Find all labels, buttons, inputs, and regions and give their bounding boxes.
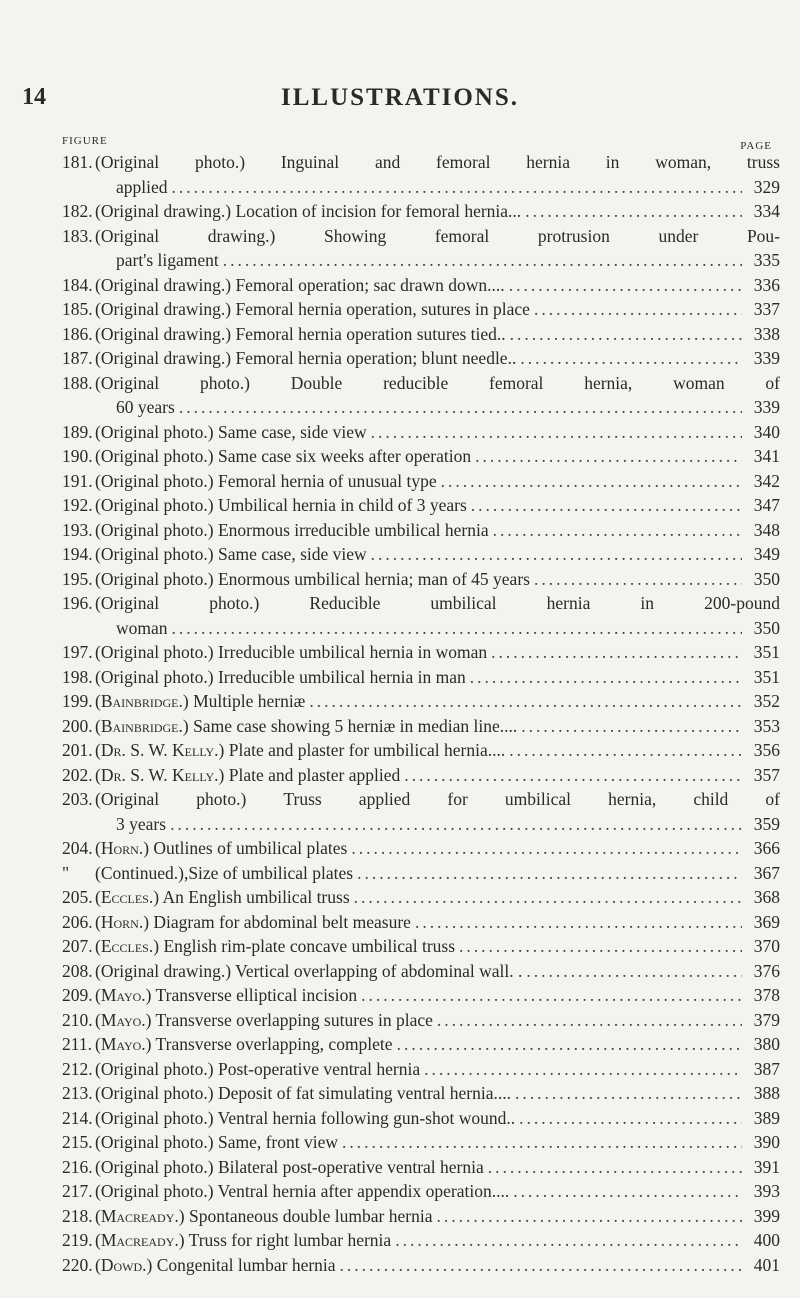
figure-number: 198.: [62, 666, 93, 687]
dot-leader: [519, 1106, 742, 1131]
list-item: [62, 1057, 780, 1082]
list-item: [62, 640, 780, 665]
page-reference: 370: [753, 936, 780, 956]
figure-caption: (Original photo.) Femoral hernia of unusual type: [95, 470, 437, 491]
page-reference: 340: [753, 421, 780, 442]
dot-leader: [493, 518, 742, 543]
figure-caption: (Eccles.) An English umbilical truss: [95, 887, 350, 907]
figure-caption: (Original drawing.) Vertical overlapping of abdominal wall. .: [95, 960, 523, 981]
figure-caption: 3 years: [116, 813, 167, 834]
figure-number: 212.: [62, 1058, 93, 1079]
dot-leader: [395, 1228, 742, 1253]
page-reference: 378: [753, 985, 780, 1005]
dot-leader: [509, 738, 742, 763]
figure-number: 184.: [62, 274, 93, 295]
page-reference: 366: [753, 838, 780, 858]
page-column-label: PAGE: [740, 140, 772, 152]
figure-caption: (Original drawing.) Femoral operation; sac drawn down....: [95, 274, 505, 295]
page-reference: 348: [753, 519, 780, 540]
dot-leader: [223, 248, 742, 273]
dot-leader: [459, 934, 742, 959]
list-item: [62, 1081, 780, 1106]
figure-caption: (Mayo.) Transverse overlapping, complete: [95, 1034, 393, 1054]
figure-number: 218.: [62, 1205, 93, 1226]
page-reference: 379: [753, 1009, 780, 1030]
page-reference: 390: [753, 1132, 780, 1152]
page-reference: 334: [753, 201, 780, 221]
figure-caption: (Original drawing.) Femoral hernia operation, sutures in place: [95, 299, 530, 319]
dot-leader: [526, 959, 742, 984]
list-item: [62, 1155, 780, 1180]
dot-leader: [371, 420, 742, 445]
page-reference: 350: [753, 568, 780, 589]
list-item: [62, 469, 780, 494]
dot-leader: [179, 395, 742, 420]
page-reference: 335: [753, 250, 780, 270]
figure-caption: (Original photo.) Same, front view: [95, 1132, 339, 1152]
page-reference: 339: [753, 348, 780, 368]
figure-number: 206.: [62, 911, 93, 932]
list-item: [62, 714, 780, 739]
page-reference: 349: [753, 544, 780, 564]
figure-caption: (Macready.) Spontaneous double lumbar hernia: [95, 1205, 433, 1226]
dot-leader: [441, 469, 742, 494]
list-item: [62, 1179, 780, 1204]
figure-caption: (Original photo.) Bilateral post-operative ventral hernia: [95, 1156, 484, 1177]
figure-caption: (Original photo.) Double reducible femoral hernia, woman of: [95, 372, 780, 393]
list-item: [62, 910, 780, 935]
page-number: 14: [22, 84, 46, 110]
list-item: [62, 346, 780, 371]
figure-caption: (Original photo.) Irreducible umbilical hernia in woman: [95, 642, 488, 662]
dot-leader: [415, 910, 742, 935]
dot-leader: [342, 1130, 742, 1155]
figure-number: 197.: [62, 642, 93, 662]
dot-leader: [513, 1179, 742, 1204]
illustration-list: [62, 150, 780, 1277]
dot-leader: [491, 640, 742, 665]
dot-leader: [170, 812, 742, 837]
figure-number: 208.: [62, 960, 93, 981]
figure-number: 192.: [62, 495, 93, 515]
list-item: [62, 273, 780, 298]
figure-number: 181.: [62, 152, 93, 172]
list-item: [62, 1253, 780, 1278]
list-item: [62, 1032, 780, 1057]
figure-caption: (Horn.) Diagram for abdominal belt measure: [95, 911, 411, 932]
figure-number: 188.: [62, 372, 93, 393]
page-reference: 329: [753, 176, 780, 197]
dot-leader: [351, 836, 742, 861]
page-reference: 380: [753, 1034, 780, 1054]
list-item: [62, 371, 780, 420]
dot-leader: [309, 689, 742, 714]
list-item: [62, 493, 780, 518]
figure-caption: (Original photo.) Deposit of fat simulating ventral hernia....: [95, 1083, 512, 1103]
list-item: [62, 297, 780, 322]
page-reference: 401: [753, 1254, 780, 1275]
page-reference: 350: [753, 617, 780, 638]
figure-number: 193.: [62, 519, 93, 540]
figure-number: 209.: [62, 985, 93, 1005]
page-reference: 347: [753, 495, 780, 515]
figure-caption: (Original photo.) Post-operative ventral hernia: [95, 1058, 421, 1079]
page-reference: 357: [753, 764, 780, 785]
list-item: [62, 1130, 780, 1155]
dot-leader: [172, 616, 742, 641]
figure-number: 217.: [62, 1181, 93, 1201]
page-reference: 356: [753, 740, 780, 760]
figure-caption: 60 years: [116, 397, 175, 417]
figure-number: 195.: [62, 568, 93, 589]
figure-number: 220.: [62, 1254, 93, 1275]
page-reference: 341: [753, 446, 780, 466]
page-reference: 351: [753, 666, 780, 687]
figure-caption: (Bainbridge.) Multiple herniæ: [95, 691, 306, 711]
figure-number: 211.: [62, 1034, 92, 1054]
figure-number: 219.: [62, 1230, 93, 1250]
list-item: [62, 665, 780, 690]
list-item: [62, 738, 780, 763]
figure-caption: (Original photo.) Irreducible umbilical hernia in man: [95, 666, 466, 687]
page-reference: 367: [753, 862, 780, 883]
figure-caption: (Original photo.) Same case, side view: [95, 544, 367, 564]
dot-leader: [361, 983, 742, 1008]
figure-caption: (Original photo.) Inguinal and femoral hernia in woman, truss: [95, 152, 780, 172]
page-reference: 359: [753, 813, 780, 834]
figure-caption: (Original drawing.) Location of incision for femoral hernia...: [95, 201, 522, 221]
list-item: [62, 567, 780, 592]
dot-leader: [470, 665, 742, 690]
figure-number: 207.: [62, 936, 93, 956]
figure-number: 201.: [62, 740, 93, 760]
figure-caption: (Original drawing.) Femoral hernia operation; blunt needle..: [95, 348, 517, 368]
page-title: ILLUSTRATIONS.: [280, 84, 520, 111]
figure-number: 202.: [62, 764, 93, 785]
figure-caption: (Original photo.) Enormous umbilical hernia; man of 45 years: [95, 568, 530, 589]
list-item: [62, 1228, 780, 1253]
page-reference: 369: [753, 911, 780, 932]
figure-number: 210.: [62, 1009, 93, 1030]
list-item: [62, 983, 780, 1008]
figure-caption: (Continued.),Size of umbilical plates: [95, 862, 354, 883]
figure-number: 183.: [62, 225, 93, 246]
dot-leader: [404, 763, 742, 788]
list-item: [62, 199, 780, 224]
figure-number: 182.: [62, 201, 93, 221]
list-item: [62, 542, 780, 567]
dot-leader: [354, 885, 742, 910]
page-reference: 338: [753, 323, 780, 344]
figure-number: 216.: [62, 1156, 93, 1177]
figure-number: 189.: [62, 421, 93, 442]
list-item: [62, 1106, 780, 1131]
figure-caption: (Original photo.) Same case, side view: [95, 421, 367, 442]
figure-caption: (Macready.) Truss for right lumbar hernia: [95, 1230, 392, 1250]
page-reference: 342: [753, 470, 780, 491]
dot-leader: [475, 444, 742, 469]
dot-leader: [397, 1032, 742, 1057]
list-item: [62, 518, 780, 543]
page-reference: 337: [753, 299, 780, 319]
list-item: [62, 591, 780, 640]
page-reference: 352: [753, 691, 780, 711]
list-item: [62, 1008, 780, 1033]
page-reference: 400: [753, 1230, 780, 1250]
figure-number: 205.: [62, 887, 93, 907]
figure-caption: (Original photo.) Same case six weeks after operation: [95, 446, 472, 466]
figure-caption: (Original photo.) Umbilical hernia in child of 3 years: [95, 495, 467, 515]
figure-caption: (Eccles.) English rim-plate concave umbilical truss: [95, 936, 456, 956]
dot-leader: [515, 1081, 742, 1106]
figure-number: ": [62, 862, 70, 883]
dot-leader: [525, 199, 742, 224]
list-item: [62, 836, 780, 861]
figure-caption: applied: [116, 176, 168, 197]
dot-leader: [521, 714, 742, 739]
figure-caption: (Original photo.) Ventral hernia following gun-shot wound..: [95, 1107, 516, 1128]
list-item: [62, 787, 780, 836]
dot-leader: [424, 1057, 742, 1082]
figure-caption: (Horn.) Outlines of umbilical plates: [95, 838, 348, 858]
figure-number: 213.: [62, 1083, 93, 1103]
list-item: [62, 885, 780, 910]
page-reference: 387: [753, 1058, 780, 1079]
page-reference: 368: [753, 887, 780, 907]
list-item: [62, 934, 780, 959]
page-reference: 389: [753, 1107, 780, 1128]
page-reference: 339: [753, 397, 780, 417]
list-item: [62, 150, 780, 199]
dot-leader: [534, 297, 742, 322]
figure-number: 191.: [62, 470, 93, 491]
figure-number: 214.: [62, 1107, 93, 1128]
page-reference: 351: [753, 642, 780, 662]
figure-caption: (Dowd.) Congenital lumbar hernia: [95, 1254, 336, 1275]
figure-number: 187.: [62, 348, 93, 368]
figure-number: 194.: [62, 544, 93, 564]
list-item: [62, 322, 780, 347]
figure-caption: (Original photo.) Reducible umbilical hernia in 200-pound: [95, 593, 780, 613]
running-head: [0, 84, 800, 114]
figure-number: 200.: [62, 715, 93, 736]
figure-caption: (Mayo.) Transverse elliptical incision: [95, 985, 358, 1005]
dot-leader: [509, 273, 742, 298]
figure-column-label: FIGURE: [62, 135, 108, 147]
list-item: [62, 763, 780, 788]
figure-number: 204.: [62, 838, 93, 858]
dot-leader: [534, 567, 742, 592]
figure-caption: (Dr. S. W. Kelly.) Plate and plaster applied: [95, 764, 401, 785]
list-item: [62, 444, 780, 469]
figure-number: 199.: [62, 691, 93, 711]
list-item: [62, 959, 780, 984]
page-reference: 399: [753, 1205, 780, 1226]
figure-caption: (Original photo.) Ventral hernia after appendix operation....: [95, 1181, 510, 1201]
figure-caption: (Original drawing.) Showing femoral protrusion under Pou-: [95, 225, 780, 246]
figure-caption: (Original photo.) Truss applied for umbilical hernia, child of: [95, 789, 780, 809]
dot-leader: [340, 1253, 742, 1278]
figure-caption: (Original photo.) Enormous irreducible umbilical hernia: [95, 519, 489, 540]
dot-leader: [520, 346, 742, 371]
figure-caption: woman: [116, 617, 168, 638]
figure-number: 190.: [62, 446, 93, 466]
figure-caption: (Original drawing.) Femoral hernia operation sutures tied..: [95, 323, 506, 344]
dot-leader: [371, 542, 742, 567]
figure-caption: (Bainbridge.) Same case showing 5 herniæ in median line....: [95, 715, 518, 736]
figure-number: 203.: [62, 789, 93, 809]
dot-leader: [357, 861, 742, 886]
page-reference: 353: [753, 715, 780, 736]
list-item: [62, 861, 780, 886]
list-item: [62, 1204, 780, 1229]
figure-caption: (Dr. S. W. Kelly.) Plate and plaster for umbilical hernia....: [95, 740, 506, 760]
figure-number: 185.: [62, 299, 93, 319]
dot-leader: [436, 1204, 742, 1229]
page-reference: 376: [753, 960, 780, 981]
figure-caption: part's ligament: [116, 250, 219, 270]
figure-caption: (Mayo.) Transverse overlapping sutures in place: [95, 1009, 433, 1030]
list-item: [62, 689, 780, 714]
dot-leader: [471, 493, 742, 518]
page-reference: 391: [753, 1156, 780, 1177]
figure-number: 215.: [62, 1132, 93, 1152]
figure-number: 186.: [62, 323, 93, 344]
dot-leader: [437, 1008, 742, 1033]
figure-number: 196.: [62, 593, 93, 613]
dot-leader: [172, 175, 742, 200]
page-reference: 393: [753, 1181, 780, 1201]
list-item: [62, 420, 780, 445]
page-reference: 336: [753, 274, 780, 295]
dot-leader: [488, 1155, 742, 1180]
list-item: [62, 224, 780, 273]
page-reference: 388: [753, 1083, 780, 1103]
dot-leader: [510, 322, 742, 347]
